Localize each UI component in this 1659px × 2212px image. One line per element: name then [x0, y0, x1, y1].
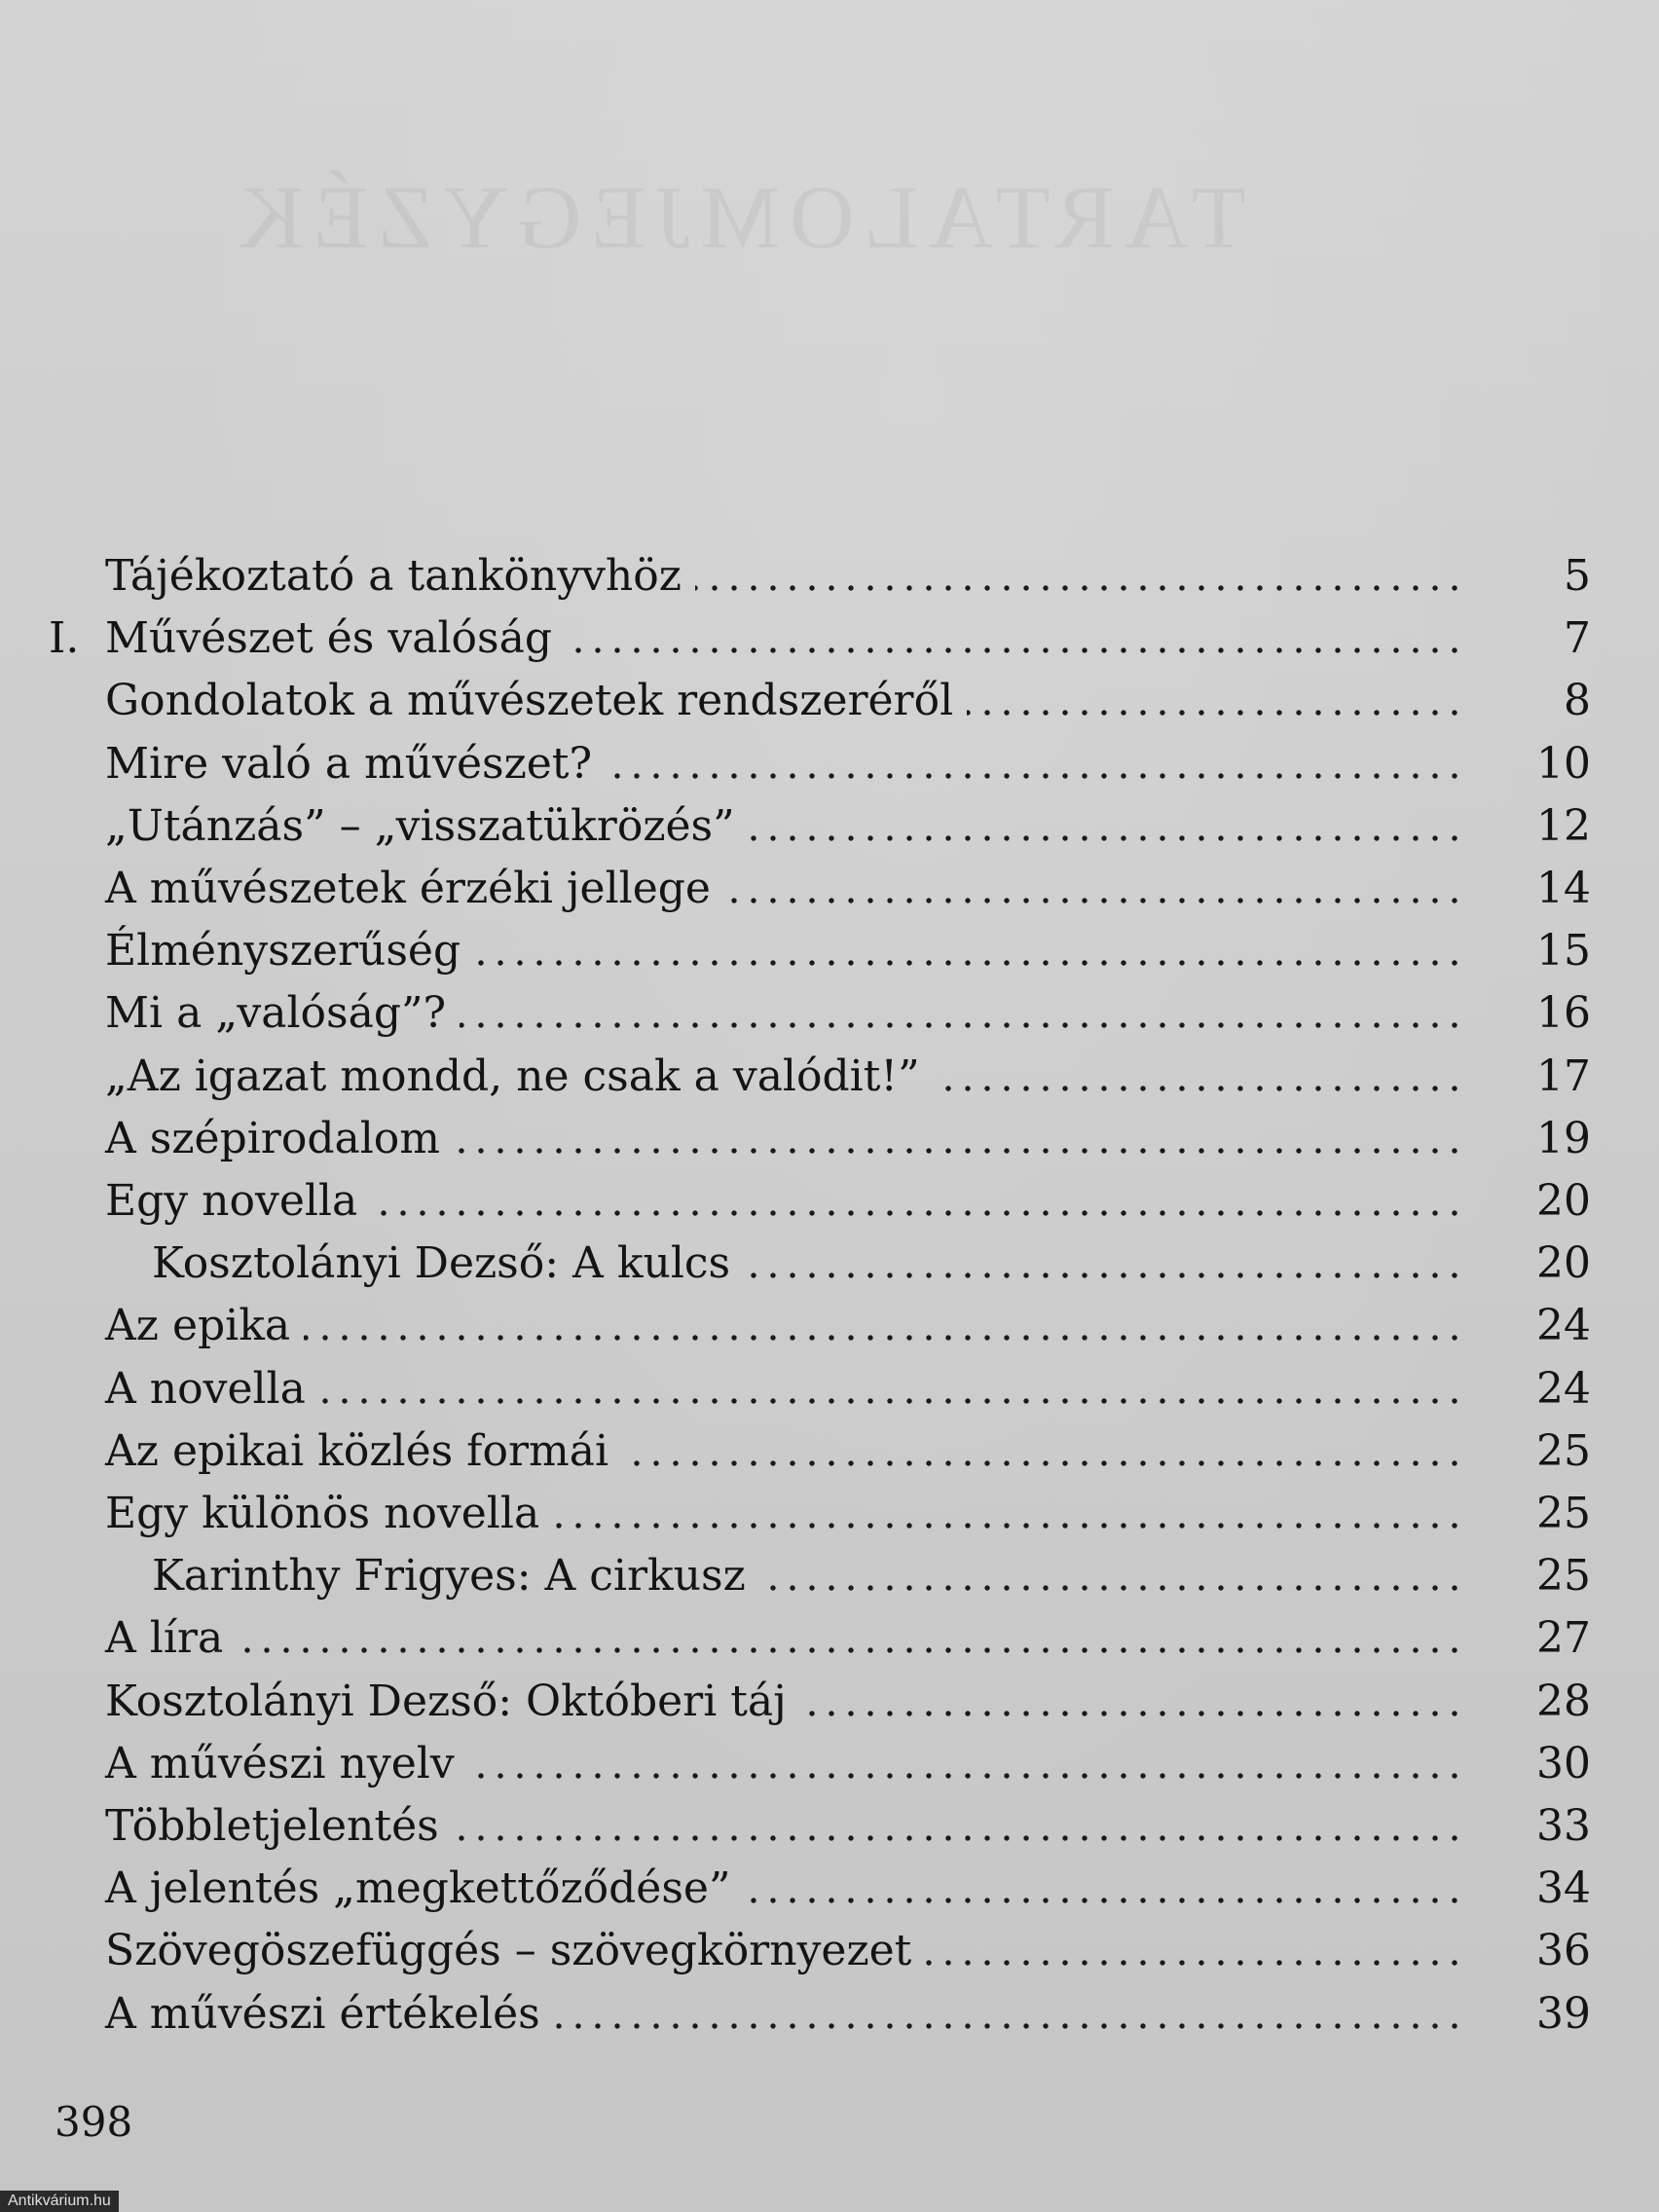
toc-entry-title: A szépirodalom — [105, 1114, 441, 1163]
dot-leader — [453, 1834, 1464, 1842]
dot-leader — [554, 2022, 1464, 2030]
toc-entry-page: 34 — [1536, 1863, 1591, 1913]
dot-leader — [304, 1334, 1464, 1342]
page-number: 398 — [55, 2098, 133, 2146]
toc-entry-page: 25 — [1536, 1489, 1591, 1538]
toc-entry-page: 39 — [1536, 1989, 1591, 2039]
dot-leader — [468, 1772, 1464, 1780]
bleed-through-heading: TARTALOMJEGYZÉK — [229, 167, 1246, 267]
toc-entry — [0, 1046, 1659, 1108]
dot-leader — [237, 1646, 1464, 1654]
toc-entry-title: Szövegöszefüggés – szövegkörnyezet — [105, 1926, 912, 1975]
dot-leader — [749, 834, 1464, 842]
dot-leader — [967, 709, 1464, 717]
toc-entry-page: 20 — [1536, 1238, 1591, 1288]
toc-entry-title: Mi a „valóság”? — [105, 988, 447, 1038]
toc-entry-page: 25 — [1536, 1551, 1591, 1601]
toc-entry — [0, 1420, 1659, 1483]
dot-leader — [744, 1897, 1464, 1904]
toc-entry-title: Egy novella — [105, 1176, 358, 1226]
toc-entry-title: Többletjelentés — [105, 1801, 439, 1851]
toc-entry-title: „Az igazat mondd, ne csak a valódit!” — [105, 1051, 920, 1101]
toc-entry — [0, 1671, 1659, 1733]
toc-entry-page: 25 — [1536, 1426, 1591, 1476]
toc-entry — [0, 1233, 1659, 1295]
dot-leader — [371, 1209, 1464, 1217]
toc-entry — [0, 858, 1659, 920]
toc-entry — [0, 1358, 1659, 1420]
toc-entry-title: A művészetek érzéki jellege — [105, 864, 711, 913]
toc-entry-title: Élményszerűség — [105, 926, 461, 976]
toc-entry-page: 17 — [1536, 1051, 1591, 1101]
toc-entry-page: 10 — [1536, 739, 1591, 789]
toc-entry-title: „Utánzás” – „visszatükrözés” — [105, 801, 735, 851]
dot-leader — [934, 1085, 1464, 1092]
toc-entry — [0, 1483, 1659, 1545]
toc-entry-title: A líra — [105, 1613, 224, 1663]
toc-entry — [0, 1795, 1659, 1858]
chapter-number: I. — [49, 613, 80, 663]
toc-entry — [0, 670, 1659, 732]
toc-entry-page: 19 — [1536, 1114, 1591, 1163]
toc-entry — [0, 1983, 1659, 2046]
toc-entry-title: Művészet és valóság — [105, 613, 552, 663]
toc-entry-title: Az epika — [105, 1301, 291, 1350]
toc-entry — [0, 733, 1659, 795]
toc-entry-page: 28 — [1536, 1677, 1591, 1726]
dot-leader — [800, 1710, 1464, 1717]
toc-entry — [0, 982, 1659, 1045]
toc-entry-page: 24 — [1536, 1364, 1591, 1414]
toc-entry-title: Tájékoztató a tankönyvhöz — [105, 551, 682, 601]
dot-leader — [474, 959, 1464, 967]
toc-entry-title: Mire való a művészet? — [105, 739, 593, 789]
toc-entry-page: 8 — [1564, 676, 1591, 725]
dot-leader — [319, 1397, 1464, 1405]
toc-entry — [0, 1607, 1659, 1670]
toc-entry — [0, 1295, 1659, 1357]
dot-leader — [622, 1459, 1464, 1467]
toc-entry-page: 15 — [1536, 926, 1591, 976]
toc-entry — [0, 1170, 1659, 1233]
toc-entry — [0, 795, 1659, 858]
toc-entry-title: A novella — [105, 1364, 306, 1414]
dot-leader — [744, 1272, 1464, 1279]
toc-entry-title: Karinthy Frigyes: A cirkusz — [152, 1551, 746, 1601]
dot-leader — [553, 1522, 1464, 1530]
toc-entry-title: Egy különös novella — [105, 1489, 540, 1538]
toc-entry — [0, 1108, 1659, 1170]
toc-entry-page: 16 — [1536, 988, 1591, 1038]
dot-leader — [454, 1147, 1464, 1155]
dot-leader — [724, 897, 1464, 904]
toc-entry-page: 24 — [1536, 1301, 1591, 1350]
toc-entry-page: 20 — [1536, 1176, 1591, 1226]
dot-leader — [460, 1021, 1464, 1029]
toc-entry-title: A jelentés „megkettőződése” — [105, 1863, 731, 1913]
source-watermark: Antikvárium.hu — [0, 2191, 119, 2212]
toc-entry — [0, 1858, 1659, 1920]
toc-entry — [0, 545, 1659, 608]
dot-leader — [759, 1584, 1464, 1592]
toc-entry-title: Az epikai közlés formái — [105, 1426, 609, 1476]
toc-entry-title: Kosztolányi Dezső: A kulcs — [152, 1238, 731, 1288]
toc-entry-title: A művészi nyelv — [105, 1739, 455, 1788]
dot-leader — [606, 772, 1464, 780]
toc-entry-title: Kosztolányi Dezső: Októberi táj — [105, 1677, 787, 1726]
toc-entry-page: 12 — [1536, 801, 1591, 851]
toc-entry-page: 7 — [1564, 613, 1591, 663]
toc-entry-page: 30 — [1536, 1739, 1591, 1788]
toc-entry — [0, 920, 1659, 982]
dot-leader — [566, 646, 1464, 654]
toc-entry — [0, 608, 1659, 670]
toc-entry-page: 5 — [1564, 551, 1591, 601]
toc-entry-page: 14 — [1536, 864, 1591, 913]
toc-entry-page: 36 — [1536, 1926, 1591, 1975]
toc-entry-title: Gondolatok a művészetek rendszeréről — [105, 676, 954, 725]
toc-entry — [0, 1545, 1659, 1607]
dot-leader — [925, 1959, 1464, 1967]
toc-entry-page: 27 — [1536, 1613, 1591, 1663]
toc-entry — [0, 1920, 1659, 1982]
dot-leader — [695, 584, 1464, 592]
toc-entry-title: A művészi értékelés — [105, 1989, 540, 2039]
toc-entry-page: 33 — [1536, 1801, 1591, 1851]
toc-entry — [0, 1733, 1659, 1795]
